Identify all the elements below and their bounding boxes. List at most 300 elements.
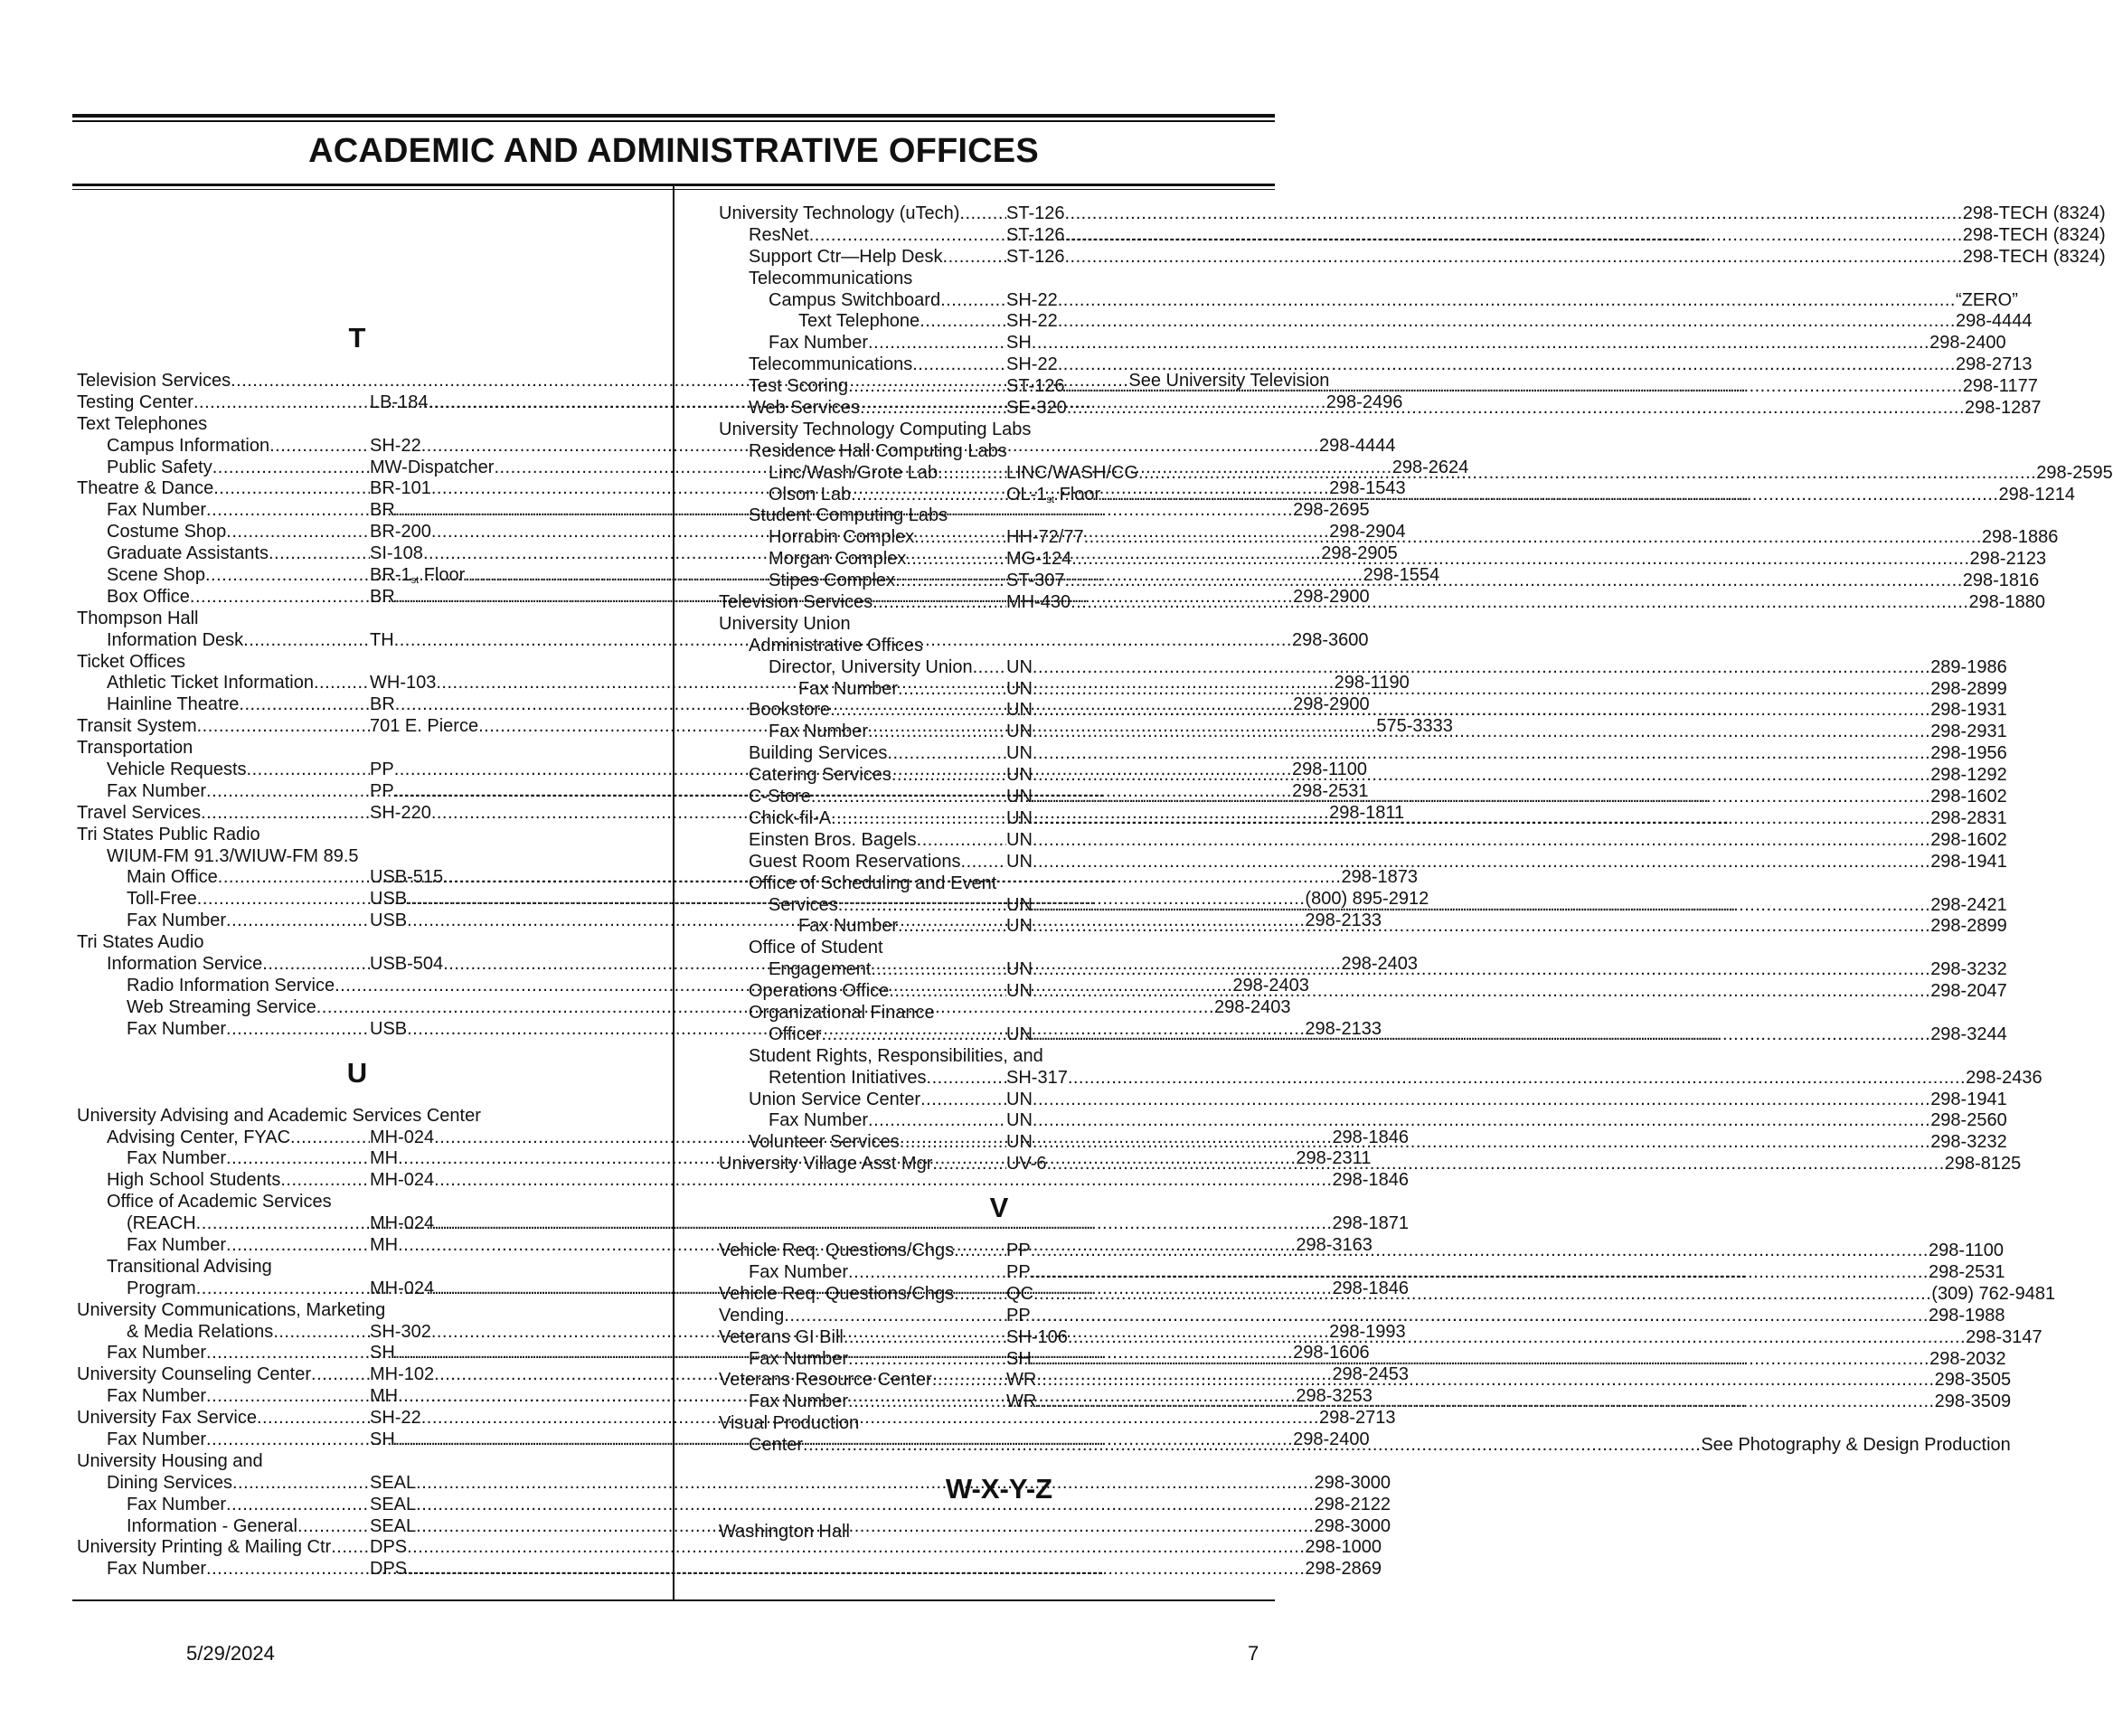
directory-entry (719, 246, 2106, 269)
phone-number: (309) 762-9481 (1931, 1283, 2056, 1304)
entry-heading: Transportation (77, 738, 193, 759)
directory-entry (719, 269, 1279, 290)
phone-number: 298-2713 (1956, 354, 2033, 375)
entry-location: BR-200 (370, 522, 431, 542)
entry-name: Catering Services (749, 765, 891, 786)
entry-name: Linc/Wash/Grote Lab (769, 462, 939, 483)
entry-name: Fax Number (107, 1386, 207, 1407)
entry-location: QC (1006, 1283, 1033, 1304)
bottom-rule (72, 1599, 1275, 1601)
entry-location: UV-6 (1006, 1154, 1047, 1175)
directory-entry (719, 1067, 2042, 1090)
entry-location: ST-307 (1006, 571, 1065, 591)
entry-location: USB (370, 1018, 408, 1039)
entry-name: Dining Services (107, 1472, 232, 1493)
phone-number: 298-2032 (1929, 1348, 2006, 1369)
entry-heading: Text Telephones (77, 413, 208, 434)
entry-location: SH (370, 1429, 395, 1449)
entry-location: PP (370, 760, 394, 780)
directory-entry (77, 1213, 1409, 1235)
directory-entry (719, 1046, 1279, 1068)
entry-location: SEAL (370, 1472, 417, 1493)
entry-name: University Village Asst Mgr (719, 1154, 933, 1175)
entry-location: SH (1006, 1348, 1032, 1369)
entry-name: University Fax Service (77, 1408, 257, 1429)
entry-location: SH-302 (370, 1321, 431, 1342)
entry-name: Web Services (749, 398, 861, 419)
section-letter: U (346, 1056, 368, 1089)
entry-location: MH (370, 1386, 399, 1407)
directory-entry (77, 1106, 637, 1127)
entry-location: ST-126 (1006, 203, 1065, 223)
entry-name: & Media Relations (127, 1321, 274, 1342)
entry-name: Text Telephone (798, 311, 920, 332)
entry-location: PP (370, 780, 394, 801)
phone-number: 298-2123 (1969, 549, 2047, 570)
directory-entry (77, 1300, 637, 1322)
directory-entry (77, 825, 637, 846)
entry-name: Radio Information Service (127, 975, 335, 995)
phone-number: 298-3244 (1930, 1024, 2007, 1044)
phone-number: 298-2047 (1930, 981, 2007, 1002)
phone-number: 298-8125 (1944, 1154, 2022, 1175)
phone-number: 298-1287 (1965, 398, 2042, 419)
see-reference: See Photography & Design Production (1701, 1435, 2011, 1456)
entry-heading: Office of Academic Services (107, 1192, 332, 1212)
entry-name: Fax Number (127, 1494, 227, 1514)
entry-heading: University Housing and (77, 1450, 263, 1471)
directory-entry (719, 873, 1279, 895)
phone-number: 298-1602 (1930, 829, 2007, 850)
entry-location: UN (1006, 916, 1033, 937)
phone-number: 298-3232 (1930, 959, 2007, 980)
phone-number: 298-2403 (1232, 975, 1309, 995)
see-reference: See University Television (1128, 371, 1330, 391)
section-letter: T (348, 322, 366, 354)
entry-heading: Tri States Public Radio (77, 824, 260, 844)
phone-number: 298-2713 (1319, 1408, 1396, 1429)
entry-location: USB (370, 910, 408, 931)
entry-location: BR (370, 586, 395, 607)
phone-number: “ZERO” (1956, 289, 2018, 310)
entry-name: Horrabin Complex (769, 527, 915, 548)
entry-name: Services (769, 894, 838, 915)
entry-name: Union Service Center (749, 1089, 921, 1109)
entry-location: SEAL (370, 1515, 417, 1536)
entry-name: Fax Number (127, 1018, 227, 1039)
entry-location: UN (1006, 1024, 1033, 1044)
entry-name: Web Streaming Service (127, 996, 316, 1017)
entry-name: Stipes Complex (769, 571, 896, 591)
directory-entry (77, 1451, 637, 1473)
entry-name: Advising Center, FYAC (107, 1127, 291, 1147)
directory-entry (719, 829, 2007, 852)
entry-name: Athletic Ticket Information (107, 673, 314, 693)
entry-name: Fax Number (798, 678, 899, 699)
entry-location: TH (370, 629, 394, 650)
directory-entry (719, 203, 2106, 225)
entry-name: University Technology (uTech) (719, 203, 960, 223)
entry-heading: University Communications, Marketing (77, 1299, 386, 1320)
entry-location: SH-22 (370, 1408, 421, 1429)
phone-number: 298-1190 (1334, 673, 1410, 693)
entry-name: Vending (719, 1305, 785, 1326)
phone-number: 298-TECH (8324) (1962, 203, 2106, 223)
entry-name: Box Office (107, 586, 190, 607)
entry-name: Fax Number (107, 1429, 207, 1449)
phone-number: 298-2899 (1930, 916, 2007, 937)
phone-number: 298-3000 (1314, 1515, 1391, 1536)
directory-entry (719, 441, 1279, 463)
entry-heading: University Technology Computing Labs (719, 419, 1032, 439)
directory-entry (719, 1522, 1279, 1543)
entry-name: Fax Number (127, 910, 227, 931)
entry-name: Travel Services (77, 802, 202, 823)
directory-entry (719, 1110, 2007, 1132)
entry-location: SH-22 (370, 435, 421, 456)
phone-number: 298-1956 (1930, 743, 2007, 764)
phone-number: 298-2453 (1332, 1364, 1409, 1385)
entry-heading: Student Computing Labs (749, 505, 948, 526)
phone-number: 298-2403 (1341, 954, 1418, 975)
phone-number: 298-2122 (1314, 1494, 1391, 1514)
entry-location: UN (1006, 894, 1033, 915)
phone-number: 298-2311 (1296, 1148, 1372, 1169)
phone-number: 298-2421 (1930, 894, 2007, 915)
phone-number: 298-2436 (1966, 1067, 2042, 1088)
entry-location: UN (1006, 656, 1033, 677)
entry-heading: Telecommunications (749, 268, 913, 288)
phone-number: 298-1177 (1962, 376, 2038, 397)
phone-number: 298-2900 (1293, 694, 1370, 715)
entry-name: Director, University Union (769, 656, 973, 677)
directory-entry (719, 636, 1279, 657)
entry-location: UN (1006, 722, 1033, 742)
entry-location: UN (1006, 851, 1033, 872)
phone-number: 298-4444 (1319, 435, 1396, 456)
entry-name: Fax Number (749, 1348, 849, 1369)
phone-number: 298-2900 (1293, 586, 1370, 607)
entry-name: Officer (769, 1024, 822, 1044)
entry-name: Information - General (127, 1515, 297, 1536)
entry-location: LINC/WASH/CG (1006, 462, 1138, 483)
entry-location: SH-22 (1006, 311, 1058, 332)
phone-number: 298-1880 (1968, 592, 2045, 613)
entry-location: USB (370, 889, 408, 910)
entry-heading: University Union (719, 613, 851, 634)
phone-number: 298-1941 (1930, 851, 2007, 872)
entry-name: Vehicle Requests (107, 760, 247, 780)
entry-location: UN (1006, 1132, 1033, 1153)
entry-name: University Counseling Center (77, 1364, 312, 1385)
entry-heading: Residence Hall Computing Labs (749, 440, 1007, 461)
entry-location: MH (370, 1148, 399, 1169)
directory-entry (719, 420, 1279, 441)
entry-name: Morgan Complex (769, 549, 907, 570)
entry-location: ST-126 (1006, 246, 1065, 267)
entry-location: UN (1006, 787, 1033, 807)
phone-number: 298-3232 (1930, 1132, 2007, 1153)
directory-entry (719, 614, 1279, 636)
directory-entry (719, 656, 2007, 679)
entry-name: ResNet (749, 224, 809, 245)
entry-name: Costume Shop (107, 522, 227, 542)
entry-name: Campus Information (107, 435, 270, 456)
entry-name: Building Services (749, 743, 888, 764)
entry-location: SI-108 (370, 543, 423, 564)
section-letter: V (989, 1192, 1009, 1224)
entry-name: Fax Number (769, 722, 869, 742)
entry-name: Fax Number (107, 500, 207, 521)
phone-number: 298-2905 (1321, 543, 1398, 564)
entry-location: SH-22 (1006, 354, 1058, 375)
directory-entry (719, 851, 2007, 873)
phone-number: 298-1100 (1291, 760, 1368, 780)
entry-location: UN (1006, 743, 1033, 764)
entry-location: BR-1st Floor (370, 565, 466, 587)
entry-name: Operations Office (749, 981, 890, 1002)
phone-number: 298-1846 (1332, 1170, 1409, 1191)
entry-location: MH (370, 1234, 399, 1255)
directory-entry (719, 289, 2018, 312)
entry-heading: Washington Hall (719, 1521, 850, 1542)
directory-entry (77, 1537, 1382, 1559)
entry-location: 701 E. Pierce (370, 716, 479, 737)
entry-heading: Ticket Offices (77, 651, 186, 672)
directory-entry (719, 505, 1279, 527)
phone-number: 298-3163 (1296, 1234, 1373, 1255)
entry-name: Olson Lab (769, 484, 852, 505)
directory-entry (77, 1494, 1391, 1516)
entry-heading: University Advising and Academic Services Center (77, 1105, 481, 1126)
directory-entry (77, 652, 637, 674)
phone-number: 298-2899 (1930, 678, 2007, 699)
entry-name: Fax Number (107, 1559, 207, 1580)
phone-number: 298-TECH (8324) (1962, 224, 2106, 245)
phone-number: 289-1986 (1930, 656, 2007, 677)
entry-location: UN (1006, 807, 1033, 828)
directory-entry (719, 1003, 1279, 1024)
entry-location: MH-024 (370, 1278, 435, 1298)
phone-number: 298-1931 (1930, 700, 2007, 721)
phone-number: 298-2931 (1930, 722, 2007, 742)
entry-name: Fax Number (127, 1234, 227, 1255)
entry-name: Graduate Assistants (107, 543, 269, 564)
entry-name: Volunteer Services (749, 1132, 900, 1153)
entry-location: PP (1006, 1241, 1031, 1261)
entry-name: Fax Number (127, 1148, 227, 1169)
entry-name: Hainline Theatre (107, 694, 240, 715)
entry-name: Theatre & Dance (77, 478, 214, 499)
phone-number: 298-1214 (1998, 484, 2075, 505)
entry-location: ST-126 (1006, 224, 1065, 245)
directory-entry (719, 938, 1279, 959)
directory-entry (77, 1170, 1409, 1192)
phone-number: 298-3147 (1966, 1326, 2042, 1347)
phone-number: 298-1846 (1332, 1127, 1409, 1147)
directory-entry (719, 1089, 2007, 1111)
entry-location: HH-72/77 (1006, 527, 1084, 548)
phone-number: 298-1846 (1332, 1278, 1409, 1298)
entry-name: University Printing & Mailing Ctr (77, 1537, 332, 1558)
entry-location: DPS (370, 1559, 408, 1580)
directory-entry (719, 333, 2006, 354)
top-rule-thin (72, 120, 1275, 122)
directory-entry (77, 414, 637, 436)
phone-number: 298-2624 (1391, 457, 1469, 477)
entry-location: MG-124 (1006, 549, 1072, 570)
directory-entry (719, 1305, 2005, 1327)
directory-entry (77, 738, 637, 760)
entry-location: LB-184 (370, 392, 429, 412)
phone-number: 298-3505 (1934, 1370, 2012, 1391)
phone-number: 298-3509 (1934, 1392, 2012, 1412)
entry-location: BR (370, 500, 395, 521)
phone-number: 298-1554 (1363, 565, 1440, 586)
phone-number: 298-1993 (1329, 1321, 1406, 1342)
directory-entry (719, 311, 2033, 333)
phone-number: 298-1292 (1930, 765, 2007, 786)
entry-heading: Thompson Hall (77, 608, 199, 628)
phone-number: 298-1873 (1341, 867, 1418, 888)
entry-name: Vehicle Req. Questions/Chgs (719, 1241, 955, 1261)
phone-number: 298-1602 (1930, 787, 2007, 807)
phone-number: 298-2400 (1293, 1429, 1370, 1449)
entry-name: (REACH (127, 1213, 196, 1234)
entry-location: SH (1006, 333, 1032, 354)
entry-name: Toll-Free (127, 889, 197, 910)
directory-entry (719, 354, 2033, 376)
entry-heading: Student Rights, Responsibilities, and (749, 1045, 1043, 1066)
phone-number: 298-2904 (1329, 522, 1406, 542)
phone-number: 298-1100 (1928, 1241, 2005, 1261)
entry-heading: WIUM-FM 91.3/WIUW-FM 89.5 (107, 845, 359, 866)
entry-name: Telecommunications (749, 354, 913, 375)
entry-heading: Tri States Audio (77, 932, 204, 953)
phone-number: 298-1941 (1930, 1089, 2007, 1109)
phone-number: 298-4444 (1956, 311, 2033, 332)
phone-number: (800) 895-2912 (1305, 889, 1429, 910)
entry-location: UN (1006, 700, 1033, 721)
entry-name: Support Ctr—Help Desk (749, 246, 943, 267)
phone-number: 298-2531 (1291, 780, 1369, 801)
entry-name: Veterans GI Bill (719, 1326, 844, 1347)
entry-name: Fax Number (107, 780, 207, 801)
page-number: 7 (1248, 1642, 1259, 1665)
entry-name: High School Students (107, 1170, 281, 1191)
directory-entry (77, 846, 637, 868)
entry-name: Engagement (769, 959, 872, 980)
entry-name: Program (127, 1278, 196, 1298)
entry-name: Fax Number (749, 1392, 849, 1412)
phone-number: 298-2496 (1325, 392, 1403, 412)
phone-number: 298-2403 (1214, 996, 1291, 1017)
phone-number: 575-3333 (1376, 716, 1453, 737)
entry-location: SE-320 (1006, 398, 1067, 419)
entry-name: Retention Initiatives (769, 1067, 927, 1088)
phone-number: 298-2133 (1305, 1018, 1382, 1039)
entry-name: Fax Number (107, 1343, 207, 1363)
phone-number: 298-1871 (1332, 1213, 1409, 1234)
phone-number: 298-1606 (1293, 1343, 1370, 1363)
phone-number: 298-2133 (1305, 910, 1382, 931)
entry-name: Scene Shop (107, 565, 205, 586)
entry-name: Vehicle Req. Questions/Chgs (719, 1283, 955, 1304)
top-rule-thick (72, 114, 1275, 118)
entry-location: MH-024 (370, 1170, 435, 1191)
directory-entry (77, 1559, 1382, 1580)
entry-location: BR (370, 694, 395, 715)
phone-number: 298-1000 (1305, 1537, 1382, 1558)
phone-number: 298-1543 (1329, 478, 1406, 499)
entry-location: UN (1006, 1110, 1033, 1131)
entry-location: ST-126 (1006, 376, 1065, 397)
entry-location: MH-430 (1006, 592, 1071, 613)
section-letter: W-X-Y-Z (945, 1472, 1053, 1505)
entry-location: SH-220 (370, 802, 431, 823)
phone-number: 298-1988 (1928, 1305, 2005, 1326)
entry-name: Fax Number (798, 916, 899, 937)
entry-location: UN (1006, 678, 1033, 699)
entry-name: Main Office (127, 867, 218, 888)
entry-location: PP (1006, 1305, 1031, 1326)
entry-name: Guest Room Reservations (749, 851, 961, 872)
entry-location: MH-102 (370, 1364, 435, 1385)
phone-number: 298-2869 (1305, 1559, 1382, 1580)
directory-entry (719, 1413, 1279, 1435)
entry-location: SH-106 (1006, 1326, 1068, 1347)
phone-number: 298-2595 (2036, 462, 2113, 483)
directory-entry (77, 932, 637, 954)
entry-name: Campus Switchboard (769, 289, 941, 310)
entry-location: UN (1006, 959, 1033, 980)
entry-heading: Administrative Offices (749, 635, 924, 656)
entry-location: SH-317 (1006, 1067, 1068, 1088)
entry-heading: Visual Production (719, 1413, 860, 1434)
entry-location: UN (1006, 981, 1033, 1002)
phone-number: 298-TECH (8324) (1962, 246, 2106, 267)
entry-name: Fax Number (769, 333, 869, 354)
footer-date: 5/29/2024 (186, 1642, 275, 1665)
phone-number: 298-3000 (1314, 1472, 1391, 1493)
directory-entry (719, 224, 2106, 247)
phone-number: 298-2831 (1930, 807, 2007, 828)
phone-number: 298-1886 (1981, 527, 2059, 548)
entry-location: PP (1006, 1261, 1031, 1282)
entry-name: Center (749, 1435, 804, 1456)
entry-location: MW-Dispatcher (370, 457, 495, 477)
entry-name: Einsten Bros. Bagels (749, 829, 917, 850)
directory-entry (719, 743, 2007, 765)
entry-location: WR (1006, 1370, 1037, 1391)
directory-entry (77, 609, 637, 630)
phone-number: 298-2560 (1930, 1110, 2007, 1131)
entry-name: Testing Center (77, 392, 193, 412)
entry-name: Information Service (107, 954, 263, 975)
phone-number: 298-2695 (1293, 500, 1370, 521)
entry-name: Bookstore (749, 700, 831, 721)
phone-number: 298-2400 (1929, 333, 2006, 354)
phone-number: 298-3253 (1296, 1386, 1373, 1407)
entry-location: UN (1006, 829, 1033, 850)
entry-location: MH-024 (370, 1213, 435, 1234)
entry-heading: Office of Scheduling and Event (749, 873, 997, 893)
directory-entry (719, 376, 2038, 398)
entry-location: USB-515 (370, 867, 444, 888)
entry-location: UN (1006, 1089, 1033, 1109)
phone-number: 298-3600 (1291, 629, 1369, 650)
entry-heading: Organizational Finance (749, 1002, 935, 1023)
